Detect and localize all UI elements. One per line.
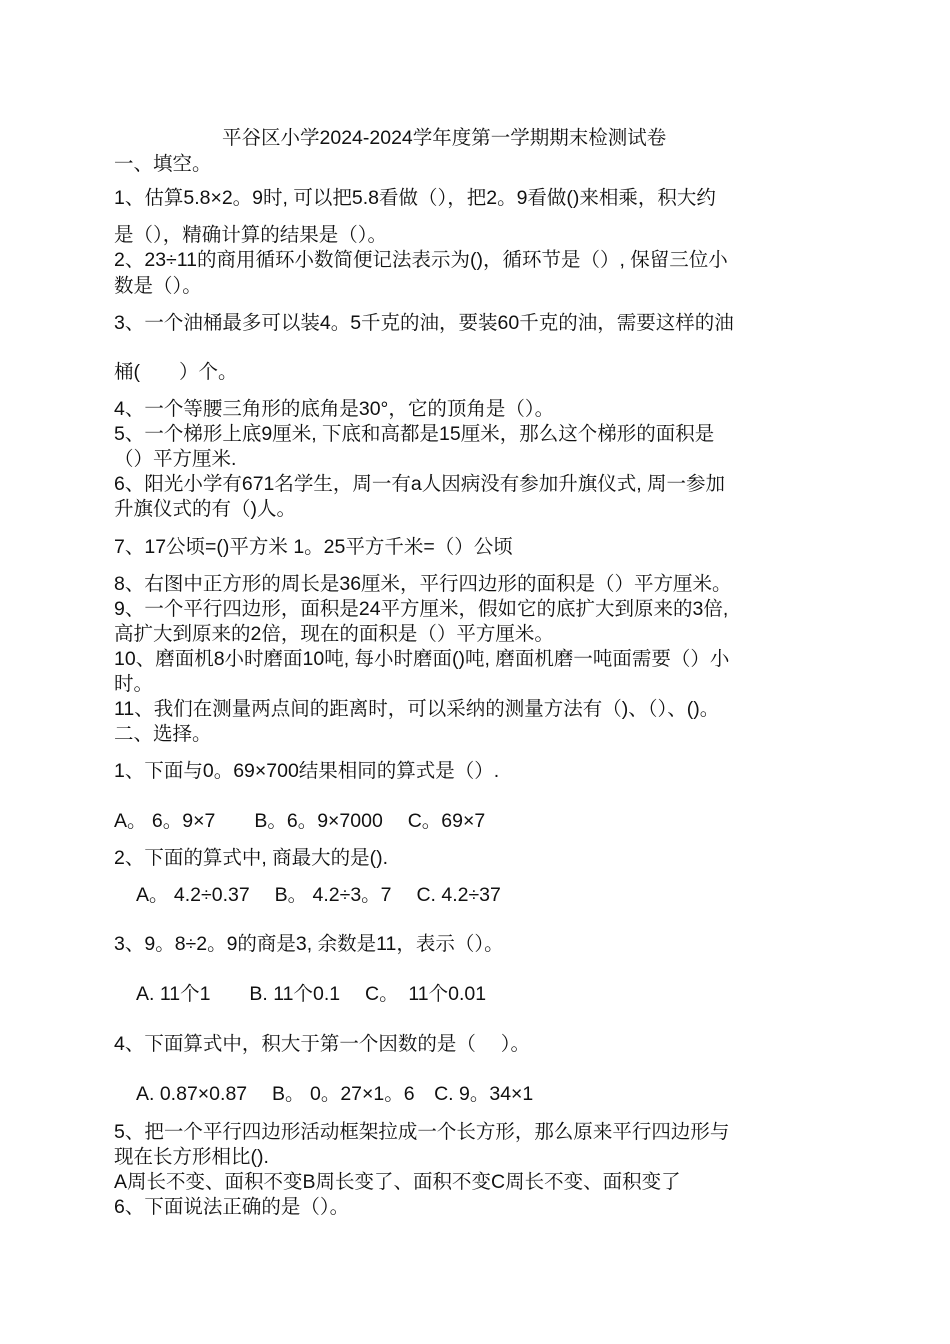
fill-q9-line2: 高扩大到原来的2倍，现在的面积是（）平方厘米。 [114, 623, 554, 645]
choice-q4-options: A. 0.87×0.87 B。 0。27×1。6 C. 9。34×1 [136, 1083, 534, 1105]
section-heading-fill-blank: 一、填空。 [114, 153, 212, 175]
choice-q1: 1、下面与0。69×700结果相同的算式是（）. [114, 760, 500, 782]
fill-q10-line1: 10、磨面机8小时磨面10吨, 每小时磨面()吨, 磨面机磨一吨面需要（）小 [114, 648, 730, 670]
fill-q1-line2: 是（），精确计算的结果是（）。 [114, 224, 388, 246]
fill-q4: 4、一个等腰三角形的底角是30°，它的顶角是（）。 [114, 398, 555, 420]
choice-q5-options: A周长不变、面积不变B周长变了、面积不变C周长不变、面积变了 [114, 1171, 681, 1193]
choice-q2-options: A。 4.2÷0.37 B。 4.2÷3。7 C. 4.2÷37 [136, 884, 501, 906]
section-heading-choice: 二、选择。 [114, 723, 212, 745]
fill-q5-line2: （）平方厘米. [114, 448, 237, 470]
fill-q9-line1: 9、一个平行四边形，面积是24平方厘米，假如它的底扩大到原来的3倍, [114, 598, 729, 620]
fill-q8: 8、右图中正方形的周长是36厘米，平行四边形的面积是（）平方厘米。 [114, 573, 732, 595]
choice-q2: 2、下面的算式中, 商最大的是(). [114, 847, 389, 869]
fill-q7: 7、17公顷=()平方米 1。25平方千米=（）公顷 [114, 536, 513, 558]
fill-q10-line2: 时。 [114, 673, 154, 695]
choice-q3-options: A. 11个1 B. 11个0.1 C。 11个0.01 [136, 983, 487, 1005]
choice-q5-line2: 现在长方形相比(). [114, 1146, 269, 1168]
choice-q4: 4、下面算式中，积大于第一个因数的是（ ）。 [114, 1033, 531, 1055]
choice-q5-line1: 5、把一个平行四边形活动框架拉成一个长方形，那么原来平行四边形与 [114, 1121, 730, 1143]
fill-q1-line1: 1、估算5.8×2。9时, 可以把5.8看做（），把2。9看做()来相乘，积大约 [114, 187, 716, 209]
choice-q1-options: A。 6。9×7 B。6。9×7000 C。69×7 [114, 810, 486, 832]
choice-q6: 6、下面说法正确的是（）。 [114, 1196, 350, 1218]
page-title: 平谷区小学2024-2024学年度第一学期期末检测试卷 [222, 127, 667, 149]
fill-q3-line1: 3、一个油桶最多可以装4。5千克的油，要装60千克的油，需要这样的油 [114, 312, 734, 334]
fill-q11: 11、我们在测量两点间的距离时，可以采纳的测量方法有（)、（）、()。 [114, 698, 720, 720]
fill-q2-line1: 2、23÷11的商用循环小数简便记法表示为()，循环节是（）, 保留三位小 [114, 249, 728, 271]
fill-q6-line2: 升旗仪式的有（)人。 [114, 498, 296, 520]
fill-q5-line1: 5、一个梯形上底9厘米, 下底和高都是15厘米，那么这个梯形的面积是 [114, 423, 715, 445]
fill-q3-line2: 桶( ）个。 [114, 361, 238, 383]
fill-q2-line2: 数是（）。 [114, 275, 202, 297]
choice-q3: 3、9。8÷2。9的商是3, 余数是11，表示（）。 [114, 933, 504, 955]
fill-q6-line1: 6、阳光小学有671名学生，周一有a人因病没有参加升旗仪式, 周一参加 [114, 473, 726, 495]
